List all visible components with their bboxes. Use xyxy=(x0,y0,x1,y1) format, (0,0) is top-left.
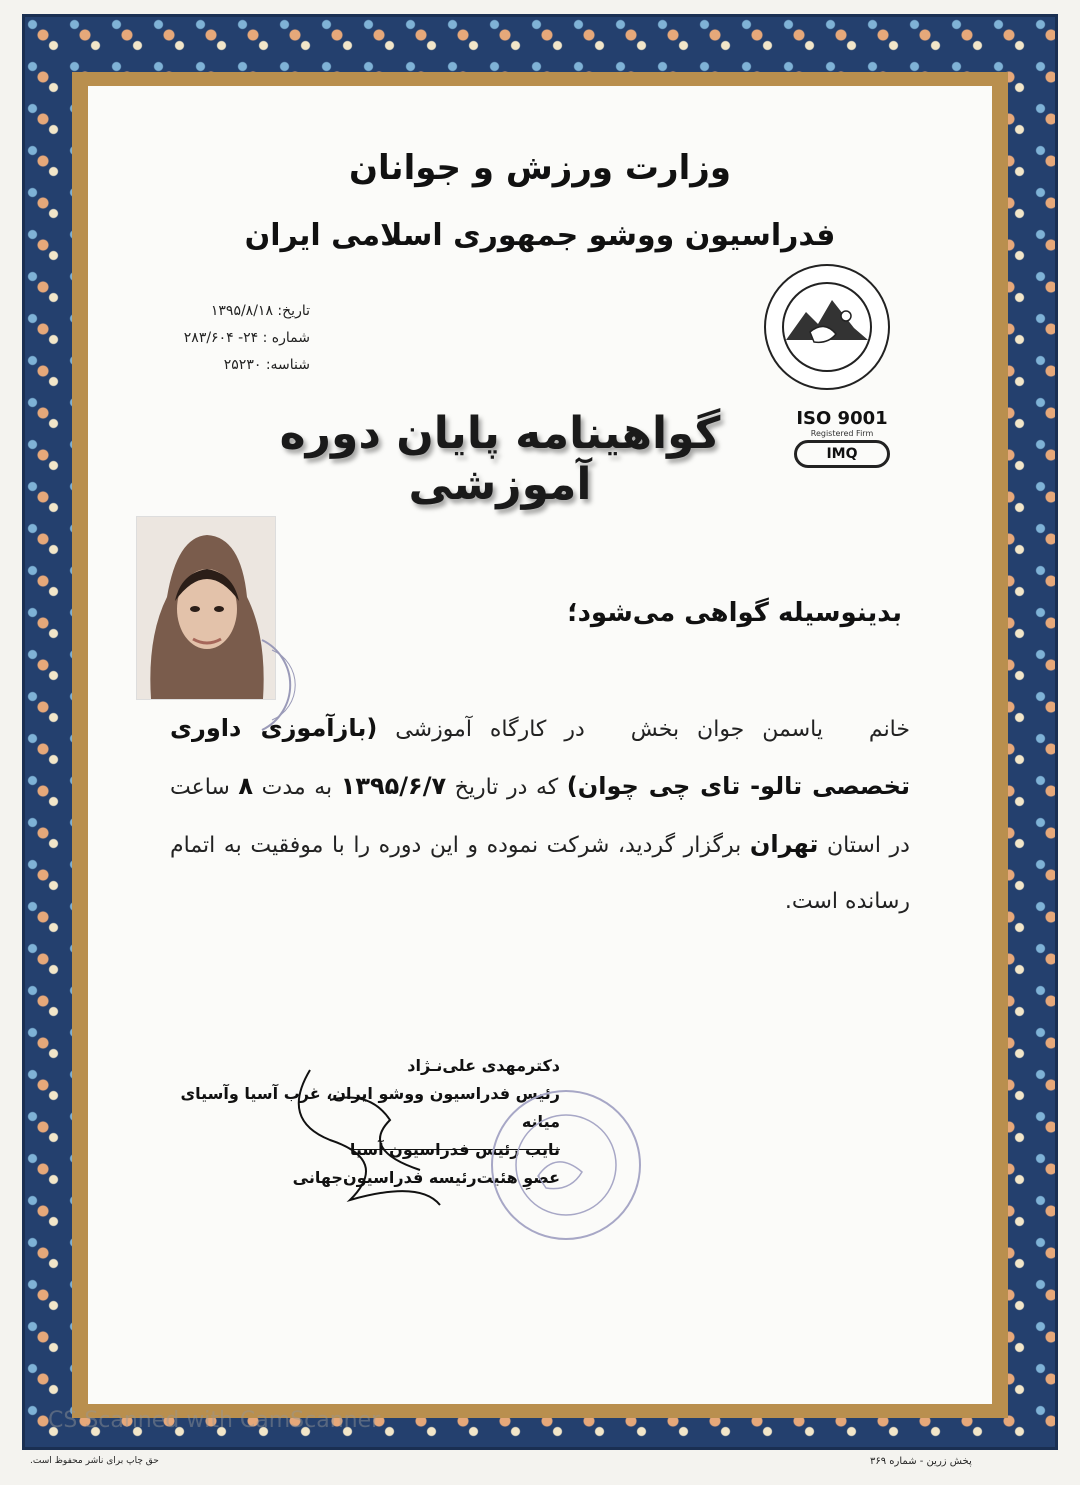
ministry-title: وزارت ورزش و جوانان xyxy=(349,148,731,188)
scanner-watermark: CS Scanned with CamScanner xyxy=(48,1408,381,1433)
course-hours: ۸ xyxy=(238,772,254,800)
signer-title-2: نایب رئیس فدراسیون آسیا xyxy=(349,1140,560,1159)
id-line: شناسه: ۲۵۲۳۰ xyxy=(223,357,310,373)
duration-label: به مدت xyxy=(261,775,333,800)
body-mid: در کارگاه آموزشی xyxy=(395,717,585,742)
signer-title-1: رئیس فدراسیون ووشو ایران، غرب آسیا وآسیای میانه xyxy=(180,1084,560,1131)
iso-sub: Registered Firm xyxy=(810,429,874,438)
reference-block xyxy=(150,298,310,379)
certify-statement: بدینوسیله گواهی می‌شود؛ xyxy=(567,598,902,628)
federation-title: فدراسیون ووشو جمهوری اسلامی ایران xyxy=(244,218,836,253)
footer-copyright: حق چاپ برای ناشر محفوظ است. xyxy=(30,1456,159,1466)
body-prefix: خانم xyxy=(868,717,910,742)
course-name: (بازآموزی داوری تخصصی تالو- تای چی چوان) xyxy=(170,714,910,800)
signature-scribble-icon xyxy=(270,1060,460,1210)
federation-stamp-icon xyxy=(486,1080,646,1250)
body-date-label: که در تاریخ xyxy=(454,775,559,800)
course-date: ۱۳۹۵/۶/۷ xyxy=(340,772,447,800)
province-name: تهران xyxy=(749,830,819,858)
signer-name: دکترمهدی علی‌نـژاد xyxy=(407,1056,560,1075)
footer-publisher: پخش زرین - شماره ۳۶۹ xyxy=(870,1456,972,1467)
certificate-body xyxy=(170,700,910,930)
signer-title-3: عضوِ هئیت‌رئیسه فدراسیون‌جهانی xyxy=(292,1168,560,1187)
iso-badge xyxy=(786,408,898,472)
certificate-headline: گواهینامه پایان دوره آموزشی xyxy=(279,408,721,510)
body-ending: برگزار گردید، شرکت نموده و این دوره را با موفقیت به اتمام رسانده است. xyxy=(170,833,910,914)
recipient-name: یاسمن جوان بخش xyxy=(630,717,823,742)
date-line: تاریخ: ۱۳۹۵/۸/۱۸ xyxy=(210,303,310,319)
imq-logo: IMQ xyxy=(794,440,890,468)
hours-unit: ساعت xyxy=(170,775,230,800)
province-label: در استان xyxy=(826,833,910,858)
wushu-federation-logo-icon xyxy=(762,262,892,392)
iso-title: ISO 9001 xyxy=(796,408,888,429)
number-line: شماره : ۲۴- ۲۸۳/۶۰۴ xyxy=(183,330,310,346)
